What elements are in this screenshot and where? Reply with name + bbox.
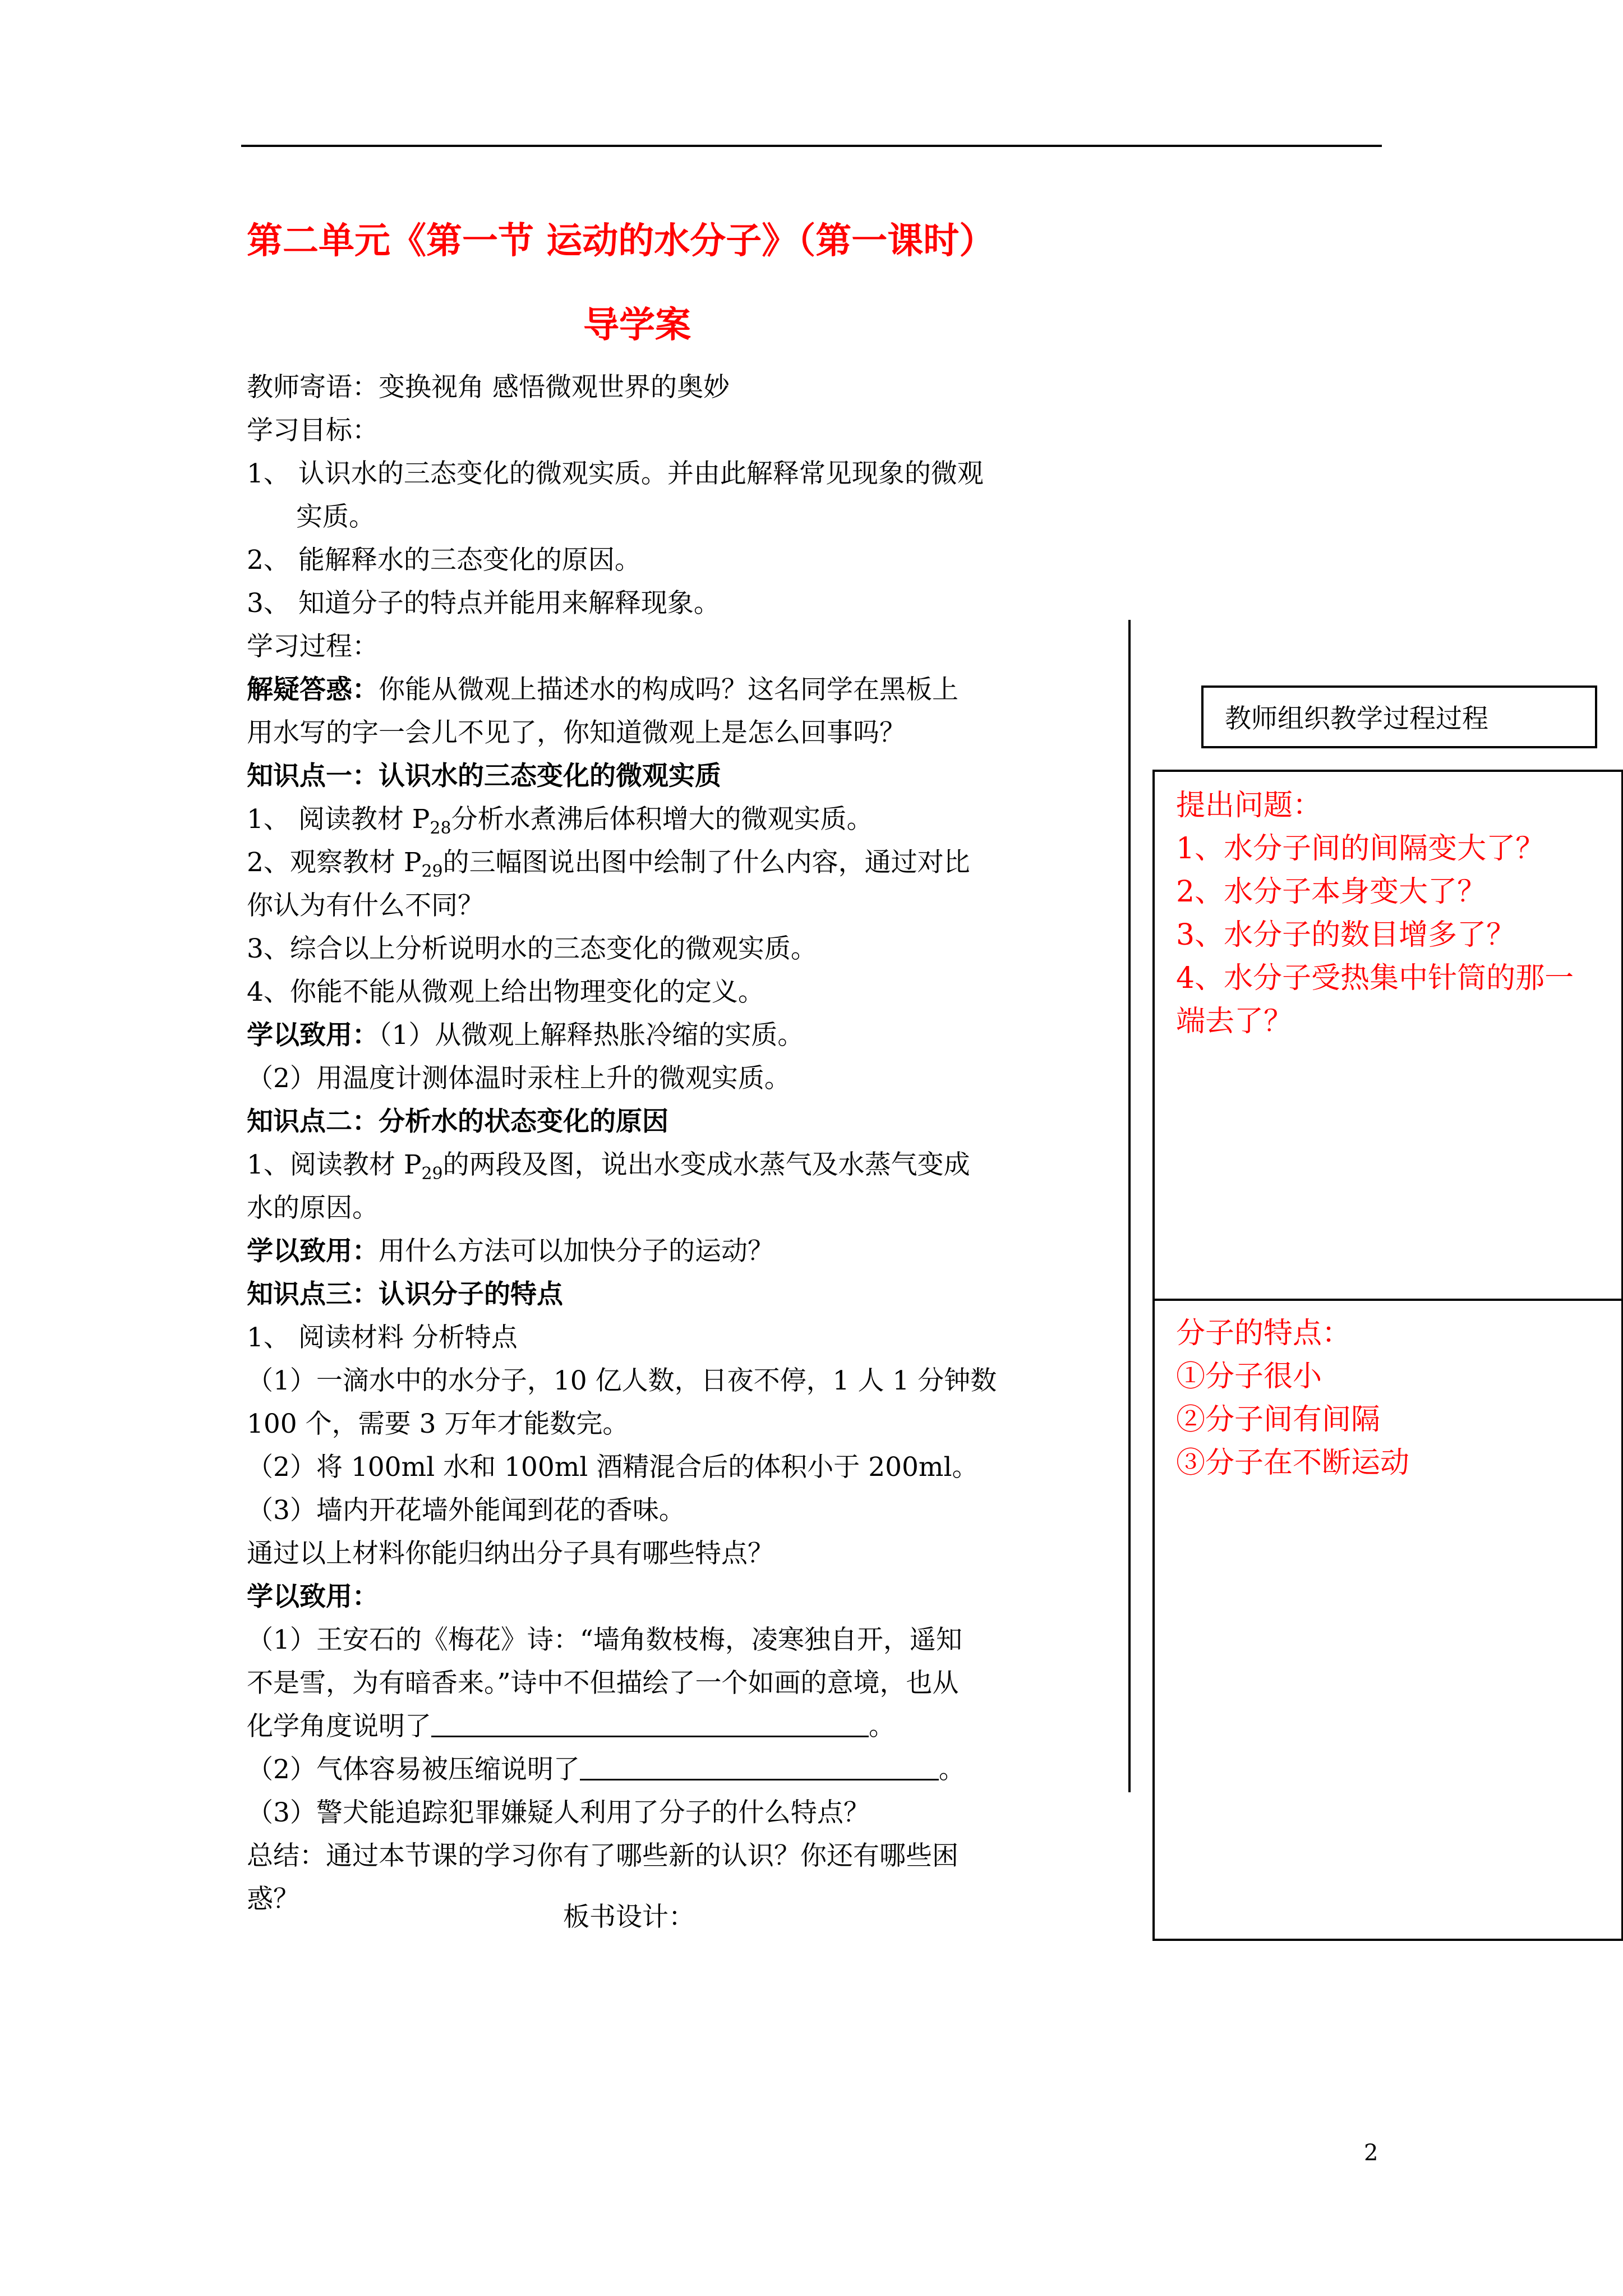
line-text: （1）一滴水中的水分子，10 亿人数，日夜不停，1 人 1 分钟数 [247,1365,997,1396]
line-text: 的两段及图，说出水变成水蒸气及水蒸气变成 [442,1149,970,1180]
questions-list [1176,784,1574,1043]
bold-heading: 知识点一：认识水的三态变化的微观实质 [247,761,721,792]
line-suffix: 。 [869,1711,895,1742]
bold-heading: 学以致用： [247,1020,379,1051]
text-line [247,1316,1038,1359]
text-line [247,711,1038,754]
line-text: 的三幅图说出图中绘制了什么内容，通过对比 [442,847,970,878]
page-subtitle: 导学案 [583,304,691,346]
line-text: 通过以上材料你能归纳出分子具有哪些特点？ [247,1538,774,1569]
feature-line: ②分子间有间隔 [1176,1403,1381,1437]
text-line [247,1705,1038,1748]
line-prefix: 2、观察教材 P [247,847,422,878]
question-line: 提出问题： [1176,789,1322,822]
questions-box [1152,770,1623,1301]
header-rule [241,145,1382,147]
answer-blank[interactable] [580,1754,939,1780]
line-text: （1）王安石的《梅花》诗：“墙角数枝梅，凌寒独自开，遥知 [247,1625,962,1655]
teacher-box-label: 教师组织教学过程过程 [1225,703,1488,734]
text-line [247,1791,1038,1834]
line-text: （2）气体容易被压缩说明了 [247,1754,580,1785]
board-design-label: 板书设计： [563,1902,695,1932]
line-text: 100 个，需要 3 万年才能数完。 [247,1409,629,1439]
line-prefix: 1、 阅读教材 P [247,804,430,835]
question-line: 4、水分子受热集中针筒的那一 [1176,961,1574,995]
line-text: 教师寄语：变换视角 感悟微观世界的奥妙 [247,372,730,403]
line-suffix: 。 [938,1754,965,1785]
line-text: 4、你能不能从微观上给出物理变化的定义。 [247,977,764,1007]
text-line [247,1532,1038,1575]
line-text: 3、 知道分子的特点并能用来解释现象。 [247,588,720,619]
question-line: 1、水分子间的间隔变大了？ [1176,832,1545,866]
text-line [247,668,1038,711]
text-line [247,1662,1038,1705]
text-line [247,1273,1038,1316]
question-line: 2、水分子本身变大了？ [1176,875,1487,909]
bold-heading: 知识点三：认识分子的特点 [247,1279,563,1310]
text-line [247,539,1038,582]
line-text: 不是雪，为有暗香来。”诗中不但描绘了一个如画的意境，也从 [247,1668,959,1699]
text-line [247,1575,1038,1618]
text-line [247,1402,1038,1446]
line-text: 学习过程： [247,631,379,662]
page-subscript: 28 [430,818,451,838]
question-line: 端去了？ [1176,1005,1293,1038]
line-text: 1、 阅读材料 分析特点 [247,1322,518,1353]
text-line [247,366,1038,409]
text-line [247,625,1038,668]
text-line [247,1834,1038,1878]
features-list [1176,1312,1409,1485]
text-line [247,1100,1038,1143]
text-line [247,1186,1038,1230]
text-line [247,582,1038,625]
text-line [247,798,1038,841]
line-text: （3）墙内开花墙外能闻到花的香味。 [247,1495,685,1526]
feature-line: ③分子在不断运动 [1176,1446,1410,1480]
text-line [247,1359,1038,1402]
line-prefix: 1、阅读教材 P [247,1149,422,1180]
line-text: （2）将 100ml 水和 100ml 酒精混合后的体积小于 200ml。 [247,1452,979,1483]
text-line [247,495,1038,539]
features-box [1152,1299,1623,1941]
page-number: 2 [1364,2140,1378,2166]
bold-heading: 解疑答惑： [247,674,379,705]
text-line [247,927,1038,970]
line-text: 1、 认识水的三态变化的微观实质。并由此解释常见现象的微观 [247,458,984,489]
text-line [247,1143,1038,1186]
column-divider [1128,620,1131,1792]
line-text: 实质。 [296,501,375,532]
line-text: 2、 能解释水的三态变化的原因。 [247,545,641,576]
text-line [247,1057,1038,1100]
line-text: 惑？ [247,1884,299,1915]
text-line [247,1230,1038,1273]
question-line: 3、水分子的数目增多了？ [1176,918,1516,952]
line-text: 用水写的字一会儿不见了，你知道微观上是怎么回事吗？ [247,717,906,748]
bold-heading: 学以致用： [247,1236,379,1267]
line-text: （1）从微观上解释热胀冷缩的实质。 [379,1020,804,1051]
text-line [247,452,1038,495]
page-title: 第二单元《第一节 运动的水分子》（第一课时） [247,220,995,262]
text-line [247,884,1038,927]
text-line [247,970,1038,1014]
line-text: 水的原因。 [247,1193,379,1223]
text-line [247,841,1038,884]
answer-blank[interactable] [431,1711,869,1737]
text-line [247,1446,1038,1489]
line-text: 总结：通过本节课的学习你有了哪些新的认识？你还有哪些困 [247,1841,958,1871]
feature-line: ①分子很小 [1176,1360,1322,1393]
bold-heading: 知识点二：分析水的状态变化的原因 [247,1106,668,1137]
line-text: 分析水煮沸后体积增大的微观实质。 [451,804,873,835]
page-subscript: 29 [421,862,443,881]
line-text: 化学角度说明了 [247,1711,431,1742]
teacher-box [1201,685,1597,748]
text-line [247,754,1038,798]
line-text: 用什么方法可以加快分子的运动？ [379,1236,774,1267]
line-text: 3、综合以上分析说明水的三态变化的微观实质。 [247,933,817,964]
line-text: 你认为有什么不同？ [247,890,484,921]
text-line [247,1014,1038,1057]
line-text: 学习目标： [247,415,379,446]
line-text: （2）用温度计测体温时汞柱上升的微观实质。 [247,1063,791,1094]
left-column [247,366,1038,1921]
text-line [247,1618,1038,1662]
text-line [247,409,1038,452]
line-text: 你能从微观上描述水的构成吗？这名同学在黑板上 [379,674,958,705]
feature-line: 分子的特点： [1176,1317,1352,1350]
line-text: （3）警犬能追踪犯罪嫌疑人利用了分子的什么特点？ [247,1797,870,1828]
text-line [247,1489,1038,1532]
bold-heading: 学以致用： [247,1581,379,1612]
text-line [247,1748,1038,1791]
page-subscript: 29 [421,1164,443,1184]
